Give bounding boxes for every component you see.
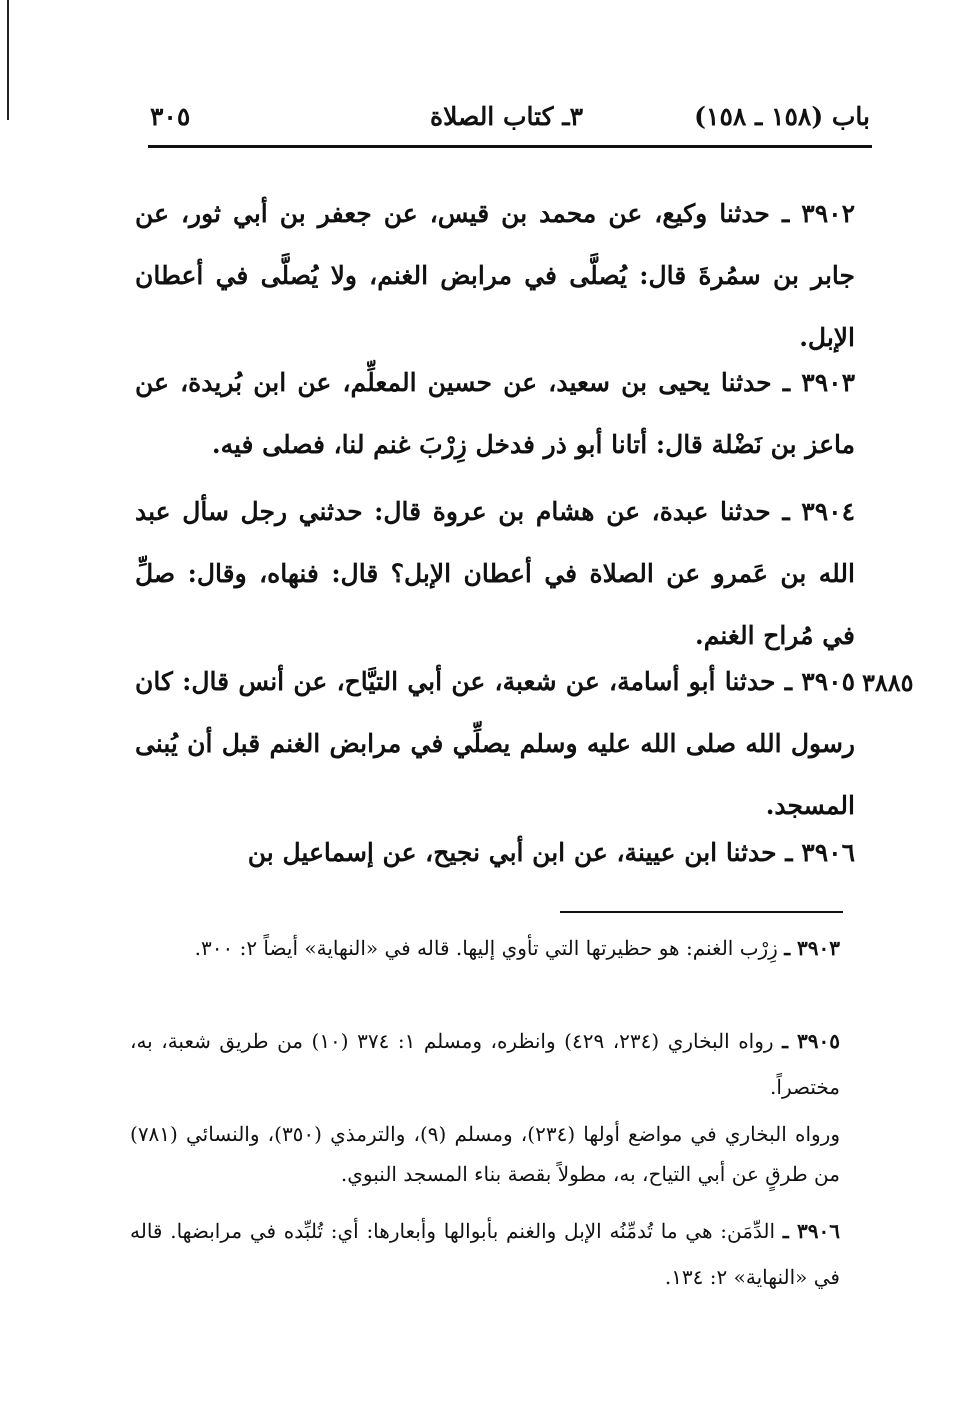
hadith-3903 bbox=[135, 352, 855, 476]
hadith-3904 bbox=[135, 481, 855, 667]
chapter-title: باب (١٥٨ ـ ١٥٨) bbox=[694, 102, 870, 131]
hadith-text: حدثنا ابن عيينة، عن ابن أبي نجيح، عن إسماعيل بن bbox=[247, 838, 777, 867]
footnote bbox=[130, 1018, 840, 1110]
footnote-number: ٣٩٠٦ ـ bbox=[782, 1219, 841, 1243]
page-edge-line bbox=[7, 0, 9, 120]
hadith-3902 bbox=[135, 183, 855, 369]
footnote-text: ورواه البخاري في مواضع أولها (٢٣٤)، ومسلم (٩)، والترمذي (٣٥٠)، والنسائي (٧٨١) من طرقٍ عن أبي التياح، به، مطولاً بقصة بناء المسجد النبوي. bbox=[130, 1122, 840, 1186]
hadith-number: ٣٩٠٣ ـ bbox=[782, 368, 855, 397]
hadith-number: ٣٩٠٤ ـ bbox=[782, 497, 855, 526]
footnote bbox=[130, 925, 840, 971]
hadith-text: حدثنا عبدة، عن هشام بن عروة قال: حدثني رجل سأل عبد الله بن عَمرو عن الصلاة في أعطان الإبل؟ قال: فنهاه، وقال: صلِّ في مُراح الغنم. bbox=[135, 497, 855, 650]
hadith-number: ٣٩٠٢ ـ bbox=[781, 199, 856, 228]
page-number: ٣٠٥ bbox=[150, 102, 191, 131]
footnote-text: زِرْب الغنم: هو حظيرتها التي تأوي إليها. قاله في «النهاية» أيضاً ٢: ٣٠٠. bbox=[194, 936, 778, 960]
hadith-text: حدثنا أبو أسامة، عن شعبة، عن أبي التيَّاح، عن أنس قال: كان رسول الله صلى الله عليه وسلم يصلِّي في مرابض الغنم قبل أن يُبنى المسجد. bbox=[135, 667, 855, 820]
hadith-text: حدثنا يحيى بن سعيد، عن حسين المعلِّم، عن ابن بُريدة، عن ماعز بن نَضْلة قال: أتانا أبو ذر فدخل زِرْبَ غنم لنا، فصلى فيه. bbox=[135, 368, 855, 459]
book-title: ٣ـ كتاب الصلاة bbox=[430, 102, 584, 131]
hadith-text: حدثنا وكيع، عن محمد بن قيس، عن جعفر بن أبي ثور، عن جابر بن سمُرةَ قال: يُصلَّى في مرابض الغنم، ولا يُصلَّى في أعطان الإبل. bbox=[135, 199, 855, 352]
footnote bbox=[130, 1114, 840, 1194]
page-header bbox=[150, 102, 870, 142]
hadith-number: ٣٩٠٥ ـ bbox=[784, 667, 855, 696]
hadith-3906 bbox=[135, 822, 855, 884]
hadith-number: ٣٩٠٦ ـ bbox=[785, 838, 855, 867]
footnote-text: رواه البخاري (٢٣٤، ٤٢٩) وانظره، ومسلم ١: ٣٧٤ (١٠) من طريق شعبة، به، مختصراً. bbox=[130, 1029, 840, 1099]
footnote-number: ٣٩٠٥ ـ bbox=[782, 1029, 841, 1053]
footnote-text: الدِّمَن: هي ما تُدمِّنُه الإبل والغنم بأبوالها وأبعارها: أي: تُلبِّده في مرابضها. قاله في «النهاية» ٢: ١٣٤. bbox=[130, 1219, 840, 1289]
margin-number: ٣٨٨٥ bbox=[862, 668, 914, 697]
header-rule bbox=[148, 145, 872, 148]
footnote bbox=[130, 1208, 840, 1300]
hadith-3905 bbox=[135, 651, 855, 837]
footnote-rule bbox=[560, 911, 843, 913]
footnote-number: ٣٩٠٣ ـ bbox=[784, 936, 840, 960]
